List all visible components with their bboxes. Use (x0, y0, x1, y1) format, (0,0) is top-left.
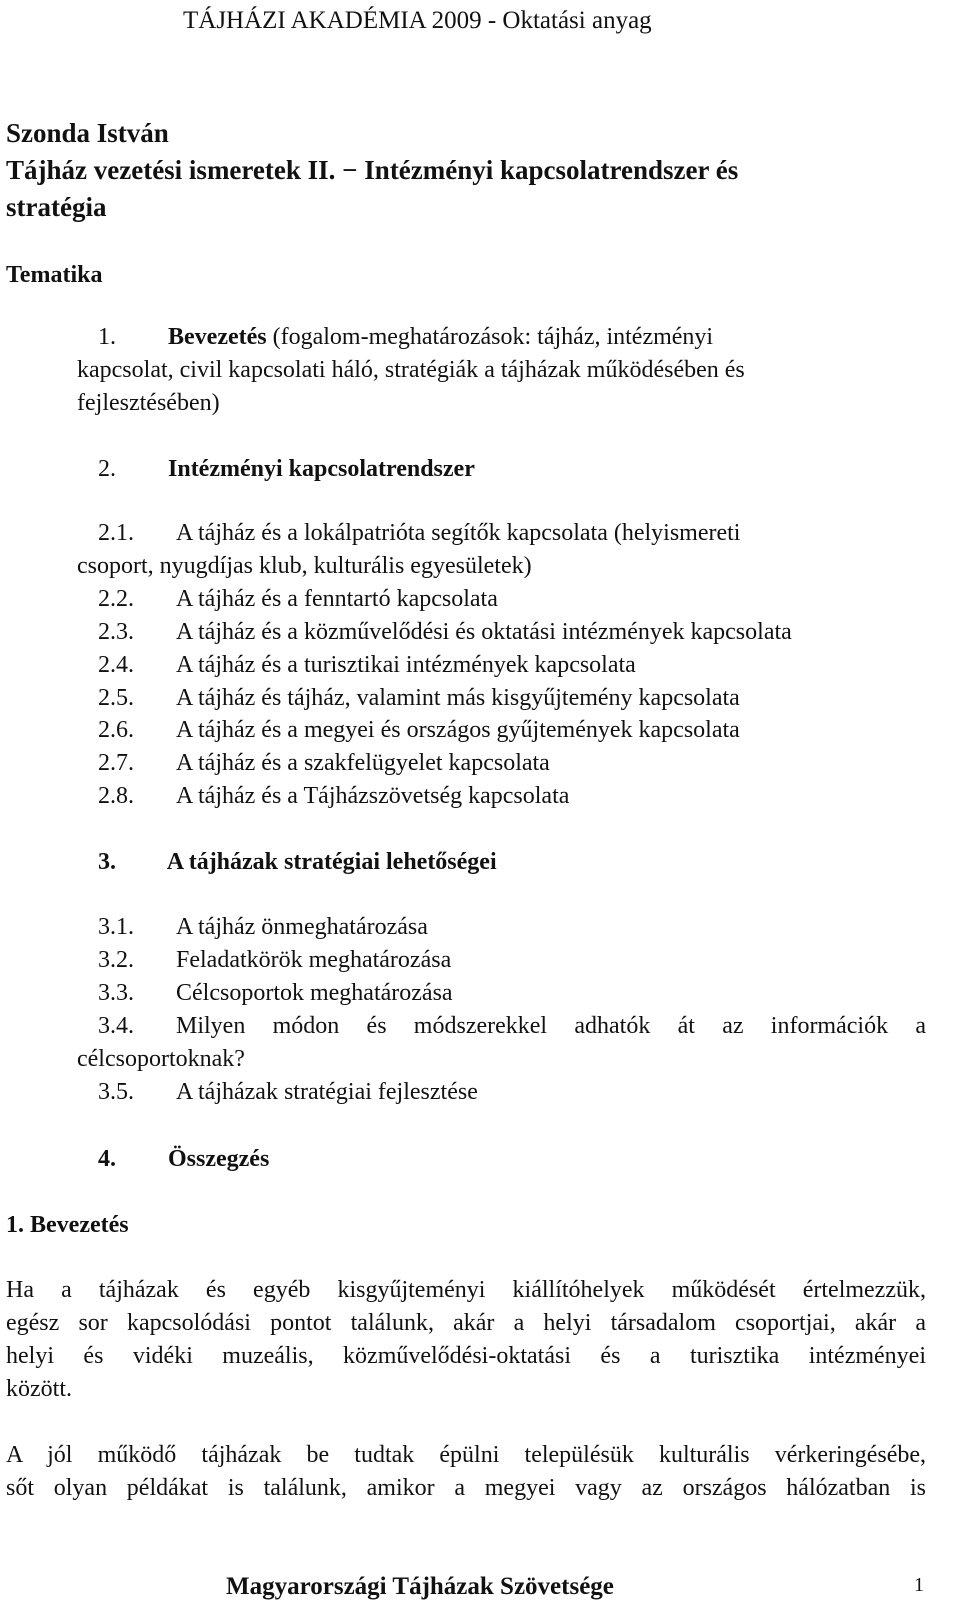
toc-section-4-number: 4. (98, 1146, 116, 1172)
paragraph-1-line-4: között. (6, 1376, 72, 1402)
paragraph-1-line-3: helyi és vidéki muzeális, közművelődési-oktatási és a turisztika intézményei (6, 1343, 926, 1369)
toc-section-2-item-text: A tájház és tájház, valamint más kisgyűjtemény kapcsolata (176, 684, 740, 711)
toc-section-2-item-number: 2.7. (98, 750, 134, 777)
toc-section-2-item-continuation: csoport, nyugdíjas klub, kulturális egyesületek) (77, 552, 532, 579)
paragraph-1-line-1: Ha a tájházak és egyéb kisgyűjteményi kiállítóhelyek működését értelmezzük, (6, 1277, 926, 1303)
toc-section-1-title: Bevezetés (168, 324, 267, 350)
author-name: Szonda István (6, 118, 169, 148)
toc-section-2-item-number: 2.6. (98, 717, 134, 744)
toc-section-2-item-text: A tájház és a turisztikai intézmények kapcsolata (176, 651, 636, 678)
toc-section-2-item-text: A tájház és a lokálpatrióta segítők kapcsolata (helyismereti (176, 520, 741, 546)
toc-section-1-line2: kapcsolat, civil kapcsolati háló, stratégiák a tájházak működésében és (77, 357, 745, 383)
toc-section-3-number: 3. (98, 849, 116, 875)
paragraph-2-line-1: A jól működő tájházak be tudtak épülni településük kulturális vérkeringésébe, (6, 1442, 926, 1468)
section-heading: 1. Bevezetés (6, 1212, 129, 1238)
toc-section-2-item-text: A tájház és a megyei és országos gyűjtemények kapcsolata (176, 717, 740, 744)
toc-section-2-item-number: 2.1. (98, 520, 134, 546)
paragraph-2-line-2: sőt olyan példákat is találunk, amikor a megyei vagy az országos hálózatban is (6, 1475, 926, 1501)
toc-section-2-item-text: A tájház és a Tájházszövetség kapcsolata (176, 783, 570, 810)
toc-section-2-item-number: 2.8. (98, 783, 134, 810)
toc-section-1-line3: fejlesztésében) (77, 390, 220, 416)
toc-section-2-item-text: A tájház és a szakfelügyelet kapcsolata (176, 750, 550, 777)
toc-section-3-item-text: Célcsoportok meghatározása (176, 979, 453, 1006)
toc-section-3-item-continuation: célcsoportoknak? (77, 1045, 245, 1072)
toc-section-2-item-text: A tájház és a közművelődési és oktatási intézmények kapcsolata (176, 618, 792, 645)
toc-section-3-item-number: 3.5. (98, 1078, 134, 1105)
document-title-line2: stratégia (6, 192, 107, 222)
paragraph-1-line-2: egész sor kapcsolódási pontot találunk, akár a helyi társadalom csoportjai, akár a (6, 1310, 926, 1336)
toc-section-1-number: 1. (98, 324, 116, 350)
page-number: 1 (914, 1574, 924, 1596)
toc-section-3-item-text: Feladatkörök meghatározása (176, 946, 452, 973)
page-header: TÁJHÁZI AKADÉMIA 2009 - Oktatási anyag (183, 7, 652, 34)
tematika-heading: Tematika (6, 262, 103, 288)
toc-section-3-item-text: A tájházak stratégiai fejlesztése (176, 1078, 478, 1105)
toc-section-3-title: A tájházak stratégiai lehetőségei (166, 849, 497, 875)
toc-section-4-title: Összegzés (168, 1146, 270, 1172)
document-title-line1: Tájház vezetési ismeretek II. − Intézményi kapcsolatrendszer és (6, 155, 739, 185)
toc-section-3-item-number: 3.2. (98, 946, 134, 973)
toc-section-3 (98, 845, 497, 879)
toc-section-2-item-number: 2.5. (98, 684, 134, 711)
toc-section-2-number: 2. (98, 456, 116, 482)
toc-section-2-item-number: 2.3. (98, 618, 134, 645)
toc-section-2-item-number: 2.4. (98, 651, 134, 678)
toc-section-3-item-text: Milyen módon és módszerekkel adhatók át az információk a (176, 1012, 926, 1039)
toc-section-2 (98, 452, 475, 486)
toc-section-4 (98, 1142, 269, 1176)
toc-section-3-item-text: A tájház önmeghatározása (176, 914, 428, 940)
toc-section-2-item-number: 2.2. (98, 585, 134, 612)
toc-section-3-item-number: 3.1. (98, 914, 134, 940)
toc-section-1-desc: (fogalom-meghatározások: tájház, intézményi (266, 324, 714, 350)
footer-organization: Magyarországi Tájházak Szövetsége (226, 1573, 614, 1600)
toc-section-2-title: Intézményi kapcsolatrendszer (168, 456, 475, 482)
toc-section-3-item-number: 3.3. (98, 979, 134, 1006)
toc-section-3-item-number: 3.4. (98, 1012, 134, 1039)
toc-section-2-item-text: A tájház és a fenntartó kapcsolata (176, 585, 498, 612)
toc-section-1 (98, 320, 713, 354)
